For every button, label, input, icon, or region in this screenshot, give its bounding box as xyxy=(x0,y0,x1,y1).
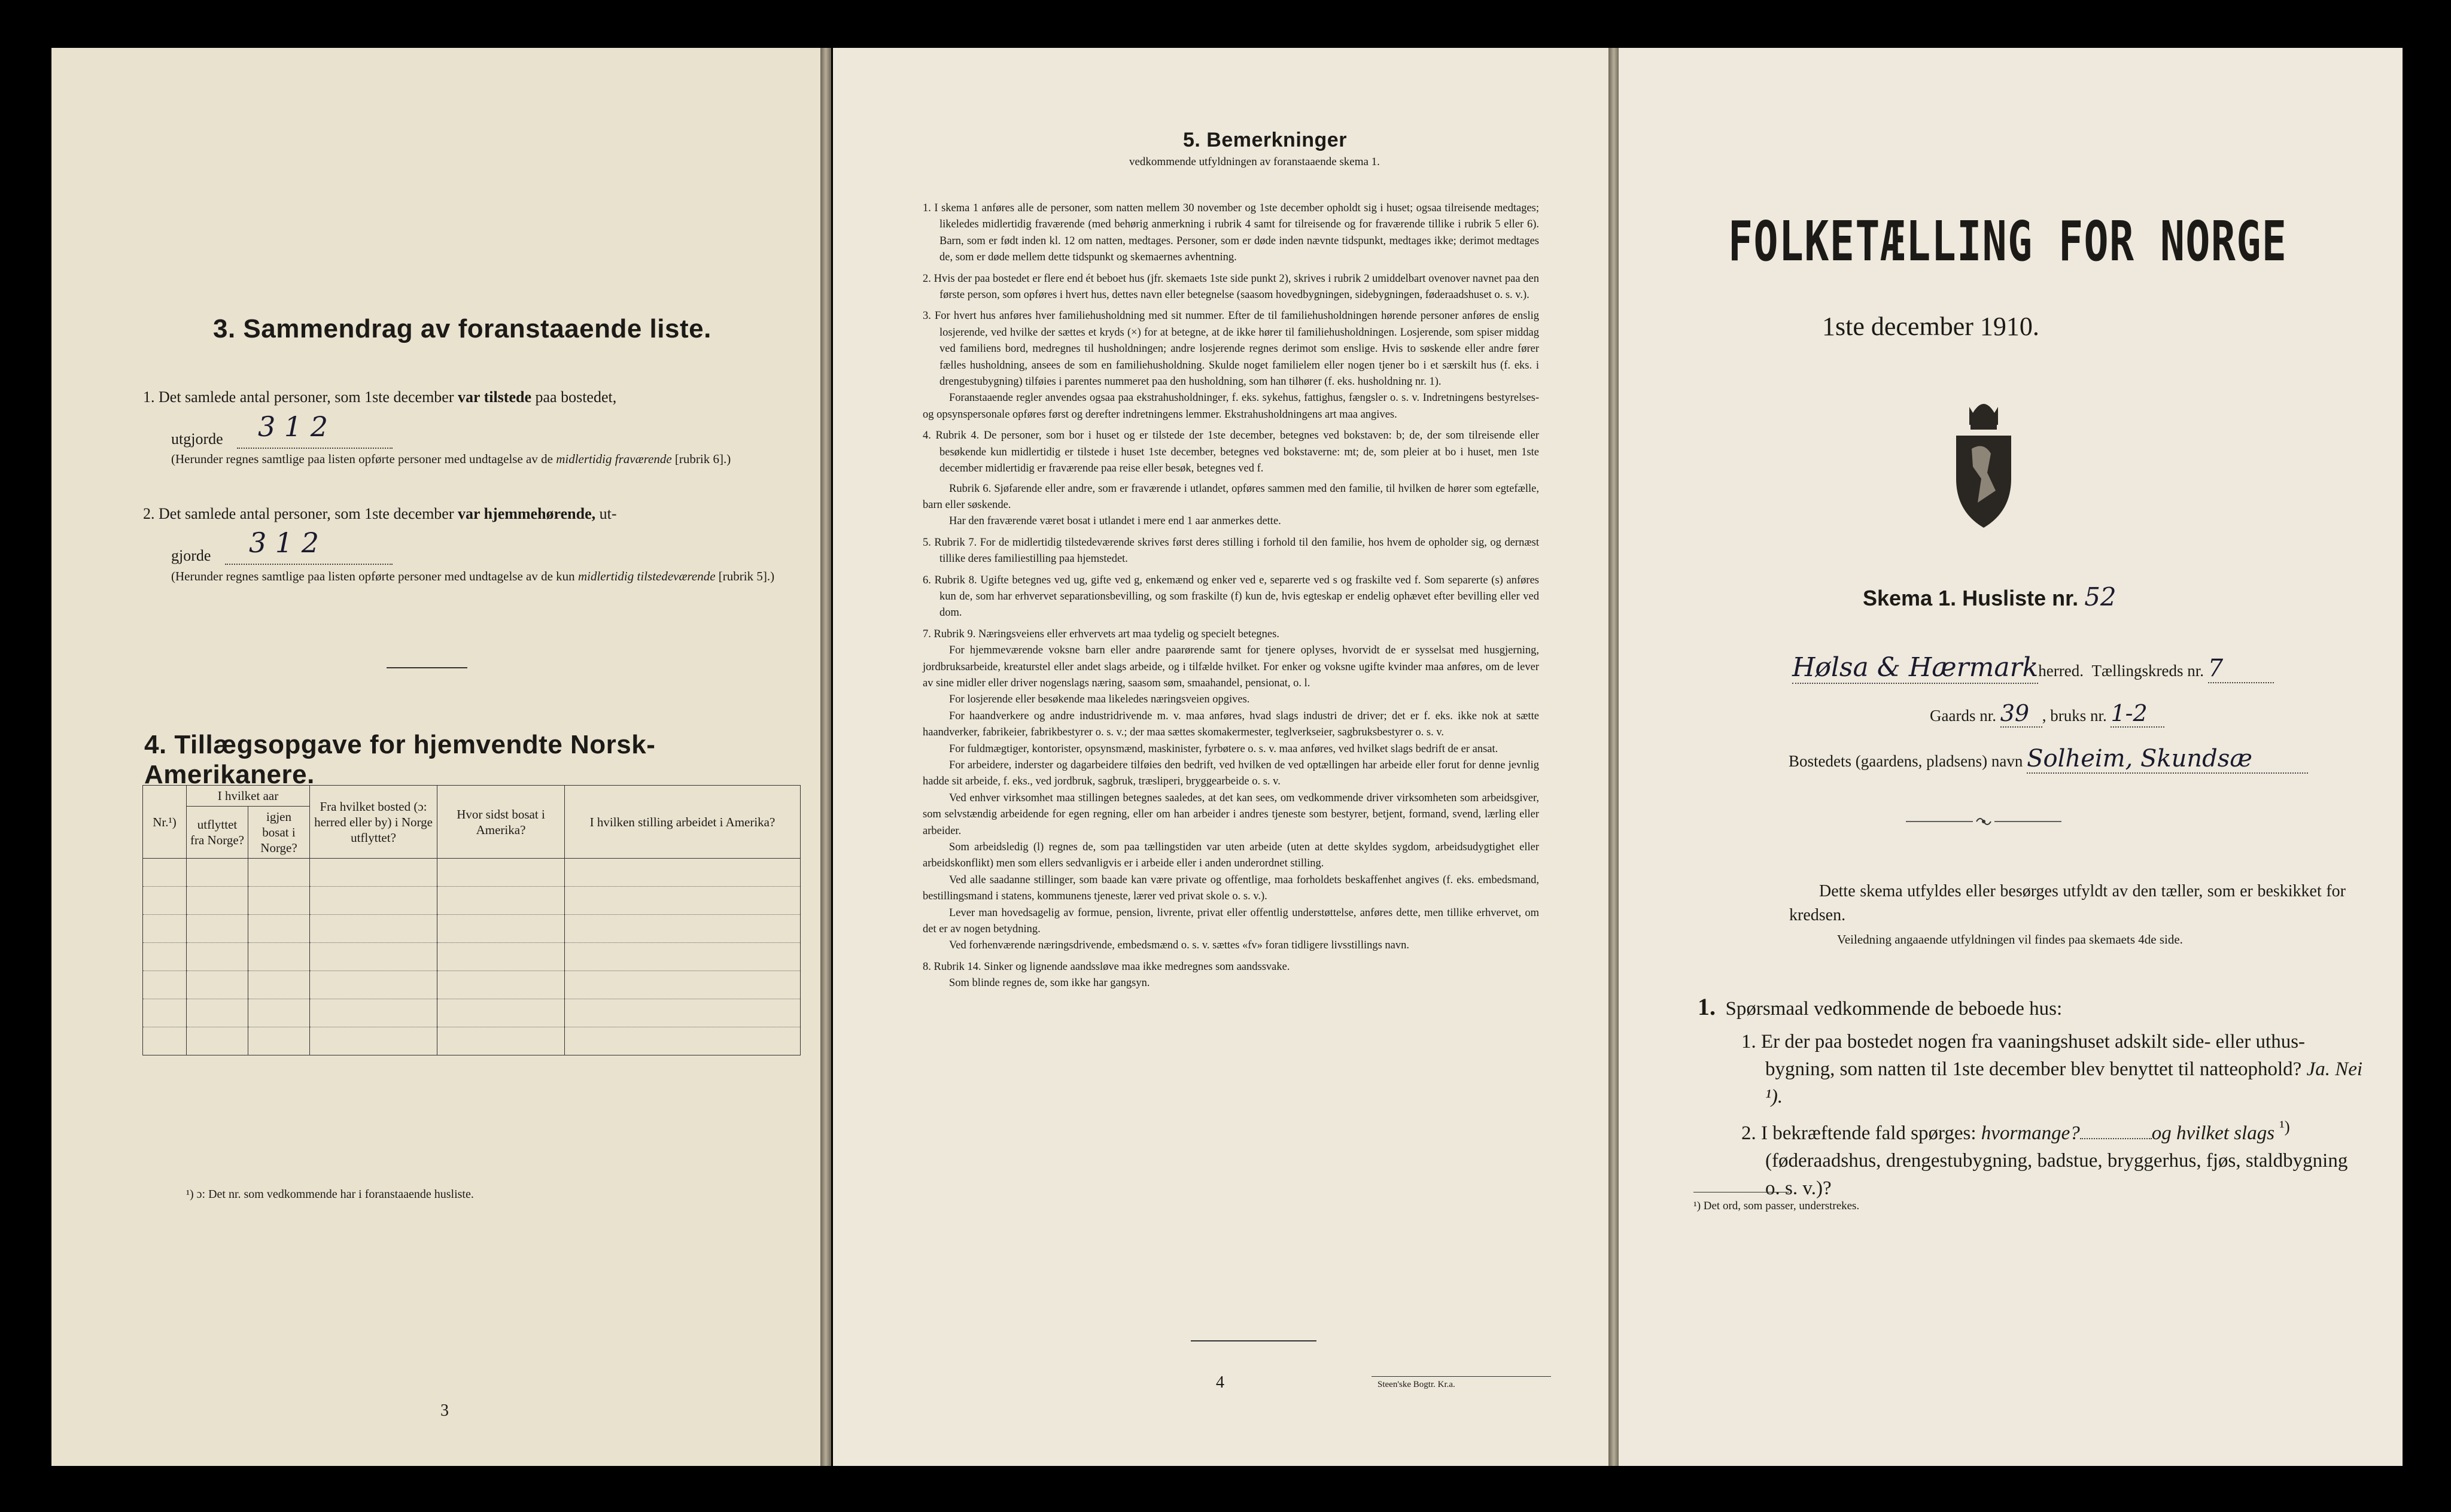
remark-7c: For haandverkere og andre industridrivende m. v. maa anføres, hvad slags industri de driver; det er f. eks. ikke nok at sætte haandverker, fabrikeier, fabrikbestyrer o. s. v.; der maa sættes skomakermester, teglverkseier, sagbruksbestyrer o. s. v. xyxy=(923,710,1539,739)
kreds-value: 7 xyxy=(2208,655,2274,683)
question-heading: 1. Spørsmaal vedkommende de beboede hus: xyxy=(1698,993,2063,1020)
remark-7j: Ved forhenværende næringsdrivende, embedsmænd o. s. v. sættes «fv» foran tidligere livsstillings navn. xyxy=(949,939,1410,952)
gaards-line: Gaards nr. 39 , bruks nr. 1-2 xyxy=(1930,700,2164,728)
col-aar: I hvilket aar xyxy=(187,786,310,807)
remark-4c: Har den fraværende været bosat i utlandet i mere end 1 aar anmerkes dette. xyxy=(949,515,1281,528)
col-stilling: I hvilken stilling arbeidet i Amerika? xyxy=(565,786,801,859)
table-row xyxy=(143,859,801,887)
page-4-remarks xyxy=(833,48,1608,1466)
remark-6: 6. Rubrik 8. Ugifte betegnes ved ug, gifte ved g, enkemænd og enker ved e, separerte ved s og fraskilte ved f. Som separerte (s) anføres kun de, som har erhvervet separationsbevilling, og som fraskilte (f) kun de, hvis egteskap er endelig ophævet efter bevilling eller ved dom. xyxy=(923,574,1539,619)
remark-8: 8. Rubrik 14. Sinker og lignende aandssløve maa ikke medregnes som aandssvake. xyxy=(923,960,1290,973)
remark-7: 7. Rubrik 9. Næringsveiens eller erhvervets art maa tydelig og specielt betegnes. xyxy=(923,628,1279,640)
table-row xyxy=(143,887,801,915)
remark-7d: For fuldmægtiger, kontorister, opsynsmænd, maskinister, fyrbøtere o. s. v. maa anføres, ved hvilket slags bedrift de er ansat. xyxy=(949,743,1498,755)
remark-7f: Ved enhver virksomhet maa stillingen betegnes saaledes, at det kan sees, om vedkommende driver virksomheten som arbeidsgiver, som selvstændig arbeidende for egen regning, eller om han arbeider i andres tjeneste som bestyrer, betjent, formand, svend, lærling eller arbeider. xyxy=(923,792,1539,837)
remark-7e: For arbeidere, inderster og dagarbeidere tilføies den bedrift, ved hvilken de ved optællingen har arbeide eller forut for denne jevnlig hadde sit arbeide, f. eks., ved jordbruk, sagbruk, træsliperi, bryggearbeide o. s. v. xyxy=(923,759,1539,788)
norsk-amerikanere-table xyxy=(142,785,801,1055)
remarks-body xyxy=(923,200,1539,992)
item-1-handwritten-value: 3 1 2 xyxy=(258,410,329,443)
remark-8b: Som blinde regnes de, som ikke har gangsyn. xyxy=(949,977,1150,990)
page-fold xyxy=(820,48,831,1466)
summary-item-2: 2. Det samlede antal personer, som 1ste december var hjemmehørende, ut- xyxy=(143,505,617,522)
page-number: 3 xyxy=(440,1401,449,1420)
page-1-title xyxy=(1619,48,2403,1466)
intro-note: Veiledning angaaende utfyldningen vil findes paa skemaets 4de side. xyxy=(1837,932,2183,947)
col-fra: Fra hvilket bosted (ɔ: herred eller by) i Norge utflyttet? xyxy=(310,786,437,859)
coat-of-arms-icon xyxy=(1948,389,2020,533)
section-3-title: 3. Sammendrag av foranstaaende liste. xyxy=(213,314,711,343)
bosted-value: Solheim, Skundsæ xyxy=(2027,745,2308,774)
footnote: ¹) ɔ: Det nr. som vedkommende har i foranstaaende husliste. xyxy=(186,1188,474,1201)
husliste-value: 52 xyxy=(2084,582,2117,612)
remark-4: 4. Rubrik 4. De personer, som bor i huset og er tilstede der 1ste december, betegnes ved bokstaven: b; de, der som tilreisende eller besøkende kun midlertidig er tilstede i huset 1ste december, betegnes ved bokstaverne: mt; de, som pleier at bo i huset, men 1ste december midlertidig er fraværende paa reise eller besøk, betegnes ved f. xyxy=(923,430,1539,475)
skema-line: Skema 1. Husliste nr. 52 xyxy=(1863,582,2117,612)
remark-7g: Som arbeidsledig (l) regnes de, som paa tællingstiden var uten arbeide (uten at dette skyldes sygdom, arbeidsudygtighet eller arbeidskonflikt) men som ellers sedvanligvis er i arbeide eller i anden underordnet stilling. xyxy=(923,841,1539,870)
remark-7h: Ved alle saadanne stillinger, som baade kan være private og offentlige, maa forholdets beskaffenhet angives (f. eks. embedsmand, bestillingsmand i statens, kommunens tjeneste, lærer ved privat skole o. s. v.). xyxy=(923,874,1539,903)
divider xyxy=(387,667,467,668)
remarks-subtitle: vedkommende utfyldningen av foranstaaende skema 1. xyxy=(1129,156,1380,168)
census-date: 1ste december 1910. xyxy=(1822,312,2039,341)
question-2: 2. I bekræftende fald spørges: hvormange? og hvilket slags $^{^1)}$ (føderaadshus, drengestubygning, badstue, bryggerhus, fjøs, staldbygning o. s. v.)? xyxy=(1741,1117,2348,1199)
bosted-line: Bostedets (gaardens, pladsens) navn Solheim, Skundsæ xyxy=(1789,745,2308,774)
census-title: FOLKETÆLLING FOR NORGE xyxy=(1728,209,2288,273)
summary-item-1: 1. Det samlede antal personer, som 1ste december var tilstede paa bostedet, xyxy=(143,388,617,406)
col-nr: Nr.¹) xyxy=(143,786,187,859)
col-utflyttet: utflyttet fra Norge? xyxy=(187,807,248,859)
table-row xyxy=(143,943,801,971)
page-fold xyxy=(1608,48,1619,1466)
question-1: 1. Er der paa bostedet nogen fra vaaningshuset adskilt side- eller uthus-bygning, som natten til 1ste december blev benyttet til natteophold? Ja. Nei ¹). xyxy=(1741,1031,2363,1108)
remark-3: 3. For hvert hus anføres hver familiehusholdning med sit nummer. Efter de til familiehusholdningen hørende personer anføres de enslig losjerende, ved hvilke der sættes et kryds (×) for at betegne, at de ikke hører til familiehusholdningen. Losjerende, som spiser middag ved familiens bord, medregnes til husholdningen; andre losjerende regnes derimot som enslige. Hvis to søskende eller andre fører fælles husholdning, ansees de som en familiehusholdning. Skulde noget familielem eller nogen tjener bo i et særskilt hus (f. eks. i drengestubygning) tilføies i parentes nummeret paa den husholdning, som han tilhører (f. eks. husholdning nr. 1). xyxy=(923,310,1539,388)
intro-text: Dette skema utfyldes eller besørges utfyldt av den tæller, som er beskikket for kredsen. xyxy=(1789,882,2346,924)
printer-mark: Steen'ske Bogtr. Kr.a. xyxy=(1377,1380,1455,1389)
item-1-fill-line xyxy=(237,448,393,449)
item-2-handwritten-value: 3 1 2 xyxy=(249,527,320,559)
summary-item-2-label: gjorde xyxy=(171,547,211,564)
summary-item-2-note: (Herunder regnes samtlige paa listen opførte personer med undtagelse av de kun midlertidig tilstedeværende [rubrik 5].) xyxy=(171,569,775,583)
ornament-icon xyxy=(1906,813,2061,830)
herred-value: Hølsa & Hærmark xyxy=(1792,652,2039,683)
remark-7b: For losjerende eller besøkende maa likeledes næringsveien opgives. xyxy=(949,693,1250,706)
remark-4b: Rubrik 6. Sjøfarende eller andre, som er fraværende i utlandet, opføres sammen med den familie, til hvilken de hører som egtefælle, barn eller søskende. xyxy=(923,482,1539,511)
section-4-title: 4. Tillægsopgave for hjemvendte Norsk-Amerikanere. xyxy=(144,730,656,789)
item-2-fill-line xyxy=(225,564,393,565)
table-row xyxy=(143,1027,801,1055)
table-row xyxy=(143,915,801,943)
col-hvor: Hvor sidst bosat i Amerika? xyxy=(437,786,565,859)
remark-5: 5. Rubrik 7. For de midlertidig tilstedeværende skrives først deres stilling i forhold til den familie, hos hvem de opholder sig, og dernæst tillike deres familiestilling paa hjemstedet. xyxy=(923,536,1539,565)
remark-3b: Foranstaaende regler anvendes ogsaa paa ekstrahusholdninger, f. eks. sykehus, fattighus, fængsler o. s. v. Indretningens bestyrelses- og opsynspersonale opføres først og derefter indretningens lemmer. Ekstrahusholdningens art maa angives. xyxy=(923,392,1539,421)
footnote: ¹) Det ord, som passer, understrekes. xyxy=(1693,1200,1860,1212)
divider xyxy=(1191,1340,1316,1341)
remarks-title: 5. Bemerkninger xyxy=(1183,129,1347,151)
page-number: 4 xyxy=(1216,1373,1224,1392)
col-igjen: igjen bosat i Norge? xyxy=(248,807,310,859)
gaards-value: 39 xyxy=(2000,700,2042,728)
remark-7i: Lever man hovedsagelig av formue, pension, livrente, privat eller offentlig understøttelse, anføres dette, men tillike erhvervet, om det er av nogen betydning. xyxy=(923,906,1539,936)
remark-1: 1. I skema 1 anføres alle de personer, som natten mellem 30 november og 1ste december opholdt sig i huset; ogsaa tilreisende medtages; likeledes midlertidig fraværende (med behørig anmerkning i rubrik 4 samt for tilreisende og for fraværende tillike i rubrik 5 eller 6). Barn, som er født inden kl. 12 om natten, medtages. Personer, som er døde inden nævnte tidspunkt, medtages ikke; derimot medtages de, som er døde mellem dette tidspunkt og skemaernes avhentning. xyxy=(923,202,1539,264)
page-3-summary xyxy=(51,48,820,1466)
herred-line: Hølsa & Hærmarkherred. Tællingskreds nr. 7 xyxy=(1792,652,2379,684)
table-row xyxy=(143,971,801,999)
summary-item-1-note: (Herunder regnes samtlige paa listen opførte personer med undtagelse av de midlertidig fraværende [rubrik 6].) xyxy=(171,452,731,466)
table-row xyxy=(143,999,801,1027)
summary-item-1-label: utgjorde xyxy=(171,430,223,448)
bruks-value: 1-2 xyxy=(2111,700,2164,728)
remark-2: 2. Hvis der paa bostedet er flere end ét beboet hus (jfr. skemaets 1ste side punkt 2), skrives i rubrik 2 umiddelbart ovenover navnet paa den første person, som opføres i hvert hus, dettes navn eller betegnelse (saasom hovedbygningen, sidebygningen, føderaadshuset o. s. v.). xyxy=(923,272,1539,302)
printer-rule xyxy=(1372,1376,1551,1377)
question-1-answer: Ja. Nei ¹). xyxy=(1765,1058,2363,1108)
remark-7a: For hjemmeværende voksne barn eller andre paarørende samt for tjenere oplyses, hvorvidt de er sysselsat med husgjerning, jordbruksarbeide, kreaturstel eller andet slags arbeide, og i tilfælde hvilket. For enker og voksne ugifte kvinder maa anføres, om de lever av sine midler eller driver nogenslags næring, saasom søm, smaahandel, pensionat, o. l. xyxy=(923,644,1539,689)
